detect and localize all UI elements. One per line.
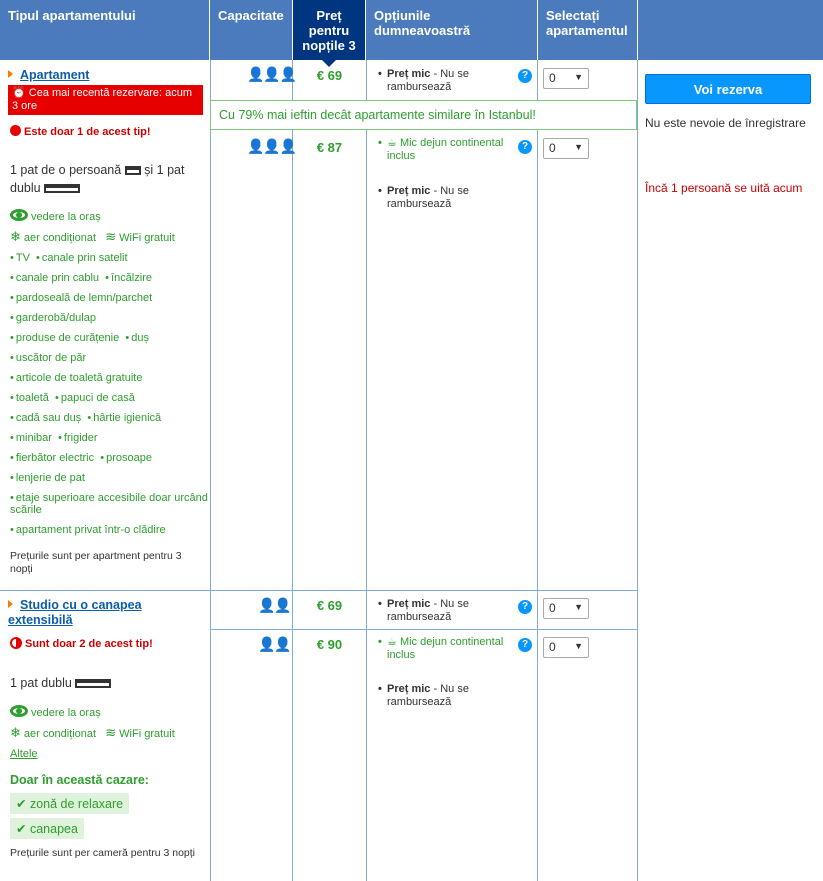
room-quantity-select[interactable]: [543, 637, 589, 658]
offer-option-bold: Preț mic: [387, 68, 431, 80]
room1-scarcity: [10, 125, 151, 138]
exclusive-pill-text: zonă de relaxare: [29, 797, 124, 811]
check-icon: ✔: [16, 797, 27, 811]
breakfast-text: Mic dejun continental inclus: [387, 636, 504, 661]
caret-down-icon: ▼: [574, 142, 583, 152]
offer-options: [378, 598, 512, 624]
offer-breakfast: [378, 137, 512, 163]
offer-breakfast: [378, 636, 512, 662]
offer-price: € 90: [316, 637, 343, 652]
room1-facilities: [10, 207, 208, 540]
exclusive-item: [10, 818, 84, 839]
offer-price: € 69: [316, 68, 343, 83]
header-options: Opțiunile dumneavoastră: [366, 0, 538, 60]
offer-options: [378, 185, 512, 211]
facility-item: articole de toaletă gratuite: [15, 372, 143, 384]
more-facilities-link[interactable]: Altele: [10, 748, 38, 760]
facility-ac-text: aer condiționat: [23, 728, 97, 740]
room1-name-link[interactable]: Apartament: [20, 68, 90, 82]
room2-scarcity-text: Sunt doar 2 de acest tip!: [25, 638, 153, 650]
facility-item: prosoape: [106, 452, 152, 464]
select-value: 0: [549, 601, 556, 615]
no-registration-text: Nu este nevoie de înregistrare: [645, 116, 806, 130]
room2-beds-text: 1 pat dublu: [10, 676, 72, 690]
caret-down-icon: ▼: [574, 72, 583, 82]
caret-down-icon: ▼: [574, 602, 583, 612]
coffee-cup-icon: ☕: [387, 636, 397, 648]
recent-booking-badge: [8, 85, 203, 115]
facility-ac-wifi: [10, 227, 208, 248]
exclusive-pill: [10, 818, 84, 839]
red-dot-icon: [10, 125, 21, 136]
select-value: 0: [549, 71, 556, 85]
check-icon: ✔: [16, 822, 27, 836]
offer-option-rest: - Nu se rambursează: [387, 598, 469, 623]
room1-title[interactable]: [8, 68, 89, 82]
offer-price: € 87: [316, 140, 343, 155]
bullet: •: [378, 137, 382, 149]
room2-price-note: Prețurile sunt per cameră pentru 3 nopți: [10, 847, 196, 859]
eye-icon: [10, 705, 28, 717]
header-capacity: Capacitate: [210, 0, 293, 60]
facility-wifi-text: WiFi gratuit: [119, 232, 175, 244]
row-divider: [210, 629, 638, 630]
header-select-line2: apartamentul: [546, 23, 628, 38]
help-question-icon[interactable]: ?: [518, 140, 532, 154]
bullet: •: [378, 68, 382, 80]
room-quantity-select[interactable]: [543, 598, 589, 619]
exclusive-pill: [10, 793, 129, 814]
exclusive-pill-text: canapea: [29, 822, 78, 836]
column-divider: [537, 60, 538, 881]
facility-item: minibar: [15, 432, 52, 444]
facility-ac-wifi: [10, 723, 208, 744]
recent-booking-text: Cea mai recentă rezervare: acum 3 ore: [12, 87, 192, 112]
room2-title[interactable]: [8, 598, 203, 628]
facility-item: canale prin cablu: [15, 272, 100, 284]
bullet: •: [378, 636, 382, 648]
room2-scarcity: [10, 637, 153, 650]
snowflake-icon: ❄: [10, 725, 21, 740]
capacity-2-persons-icon: 👤👤: [258, 636, 291, 652]
facility-item: etaje superioare accesibile doar urcând scările: [10, 492, 208, 516]
help-question-icon[interactable]: ?: [518, 69, 532, 83]
capacity-2-persons-icon: 👤👤: [258, 597, 291, 613]
facility-item: fierbător electric: [15, 452, 95, 464]
capacity-3-persons-icon: 👤👤👤: [247, 66, 297, 82]
facility-item: toaletă: [15, 392, 49, 404]
column-divider: [637, 60, 638, 881]
wifi-icon: ≋: [105, 725, 117, 740]
room2-facilities: [10, 703, 208, 764]
offer-option-bold: Preț mic: [387, 683, 431, 695]
header-price[interactable]: [293, 0, 366, 60]
room1-price-note: Prețurile sunt per apartment pentru 3 nopți: [10, 550, 182, 575]
room1-beds: [10, 161, 205, 197]
facility-item: duș: [131, 332, 149, 344]
facility-item: apartament privat într-o clădire: [15, 524, 166, 536]
select-value: 0: [549, 640, 556, 654]
facility-view: [10, 703, 208, 723]
facility-item: garderobă/dulap: [15, 312, 96, 324]
coffee-cup-icon: ☕: [387, 137, 397, 149]
eye-icon: [10, 209, 28, 221]
room2-name-link[interactable]: Studio cu o canapea extensibilă: [8, 598, 142, 627]
facility-list: • TV • canale prin satelit • canale prin cablu • încălzire • pardoseală de lemn/parchet • garderobă/dulap • produse de curățenie • duș • uscător de păr • articole de toaletă gratuite • toaletă • papuci de casă • cadă sau duș • hârtie igienică • minibar • frigider • fierbător electric • prosoape • lenjerie de pat • etaje superioare accesibile doar urcând scările • apartament privat într-o clădire: [10, 252, 208, 536]
header-select-line1: Selectați: [546, 8, 600, 23]
column-divider: [210, 60, 211, 881]
room1-beds-part1: 1 pat de o persoană: [10, 163, 122, 177]
help-question-icon[interactable]: ?: [518, 638, 532, 652]
select-value: 0: [549, 141, 556, 155]
people-watching-text: Încă 1 persoană se uită acum: [645, 181, 803, 195]
facility-item: încălzire: [111, 272, 152, 284]
offer-options: [378, 683, 512, 709]
header-price-line1: Preț: [316, 8, 342, 23]
facility-item: TV: [15, 252, 30, 264]
caret-down-icon: ▼: [574, 641, 583, 651]
breakfast-text: Mic dejun continental inclus: [387, 137, 504, 162]
header-select: [538, 0, 638, 60]
bullet: •: [378, 598, 382, 610]
facility-item: produse de curățenie: [15, 332, 120, 344]
header-blank: [638, 0, 823, 60]
wifi-icon: ≋: [105, 229, 117, 244]
exclusive-heading: Doar în această cazare:: [10, 773, 149, 787]
facility-item: uscător de păr: [15, 352, 87, 364]
exclusive-item: [10, 793, 129, 814]
room1-beds-part2: și 1 pat dublu: [10, 163, 185, 195]
header-price-line2: pentru: [308, 23, 350, 38]
facility-item: cadă sau duș: [15, 412, 82, 424]
facility-view: [10, 207, 208, 227]
facility-item: pardoseală de lemn/parchet: [15, 292, 153, 304]
bullet: •: [378, 185, 382, 197]
offer-option-bold: Preț mic: [387, 598, 431, 610]
room-quantity-select[interactable]: [543, 138, 589, 159]
pie-chart-icon: [10, 637, 22, 649]
reserve-button[interactable]: Voi rezerva: [645, 74, 811, 104]
facility-item: papuci de casă: [60, 392, 135, 404]
room1-scarcity-text: Este doar 1 de acest tip!: [24, 126, 151, 138]
column-divider: [292, 60, 293, 881]
facility-ac-text: aer condiționat: [23, 232, 97, 244]
facility-wifi-text: WiFi gratuit: [119, 728, 175, 740]
header-price-line3: nopțile 3: [302, 38, 356, 53]
offer-option-bold: Preț mic: [387, 185, 431, 197]
facility-item: hârtie igienică: [93, 412, 162, 424]
savings-banner: Cu 79% mai ieftin decât apartamente similare în Istanbul!: [210, 100, 637, 130]
double-bed-icon: [44, 184, 80, 193]
capacity-3-persons-icon: 👤👤👤: [247, 138, 297, 154]
double-bed-icon: [75, 679, 111, 688]
header-room-type: Tipul apartamentului: [0, 0, 210, 60]
offer-option-rest: - Nu se rambursează: [387, 683, 469, 708]
help-question-icon[interactable]: ?: [518, 600, 532, 614]
offer-option-rest: - Nu se rambursează: [387, 68, 469, 93]
single-bed-icon: [125, 166, 141, 175]
facility-view-text: vedere la oraș: [31, 211, 101, 223]
alarm-clock-icon: ⏰: [12, 87, 26, 99]
facility-item: lenjerie de pat: [15, 472, 85, 484]
expand-arrow-icon: [8, 600, 13, 608]
room2-beds: [10, 674, 111, 692]
room-quantity-select[interactable]: [543, 68, 589, 89]
facility-item: canale prin satelit: [41, 252, 128, 264]
facility-view-text: vedere la oraș: [31, 707, 101, 719]
offer-option-rest: - Nu se rambursează: [387, 185, 469, 210]
offer-price: € 69: [316, 598, 343, 613]
row-divider: [0, 590, 638, 591]
column-divider: [366, 60, 367, 881]
expand-arrow-icon: [8, 70, 13, 78]
snowflake-icon: ❄: [10, 229, 21, 244]
bullet: •: [378, 683, 382, 695]
offer-options: [378, 68, 512, 94]
facility-item: frigider: [63, 432, 98, 444]
